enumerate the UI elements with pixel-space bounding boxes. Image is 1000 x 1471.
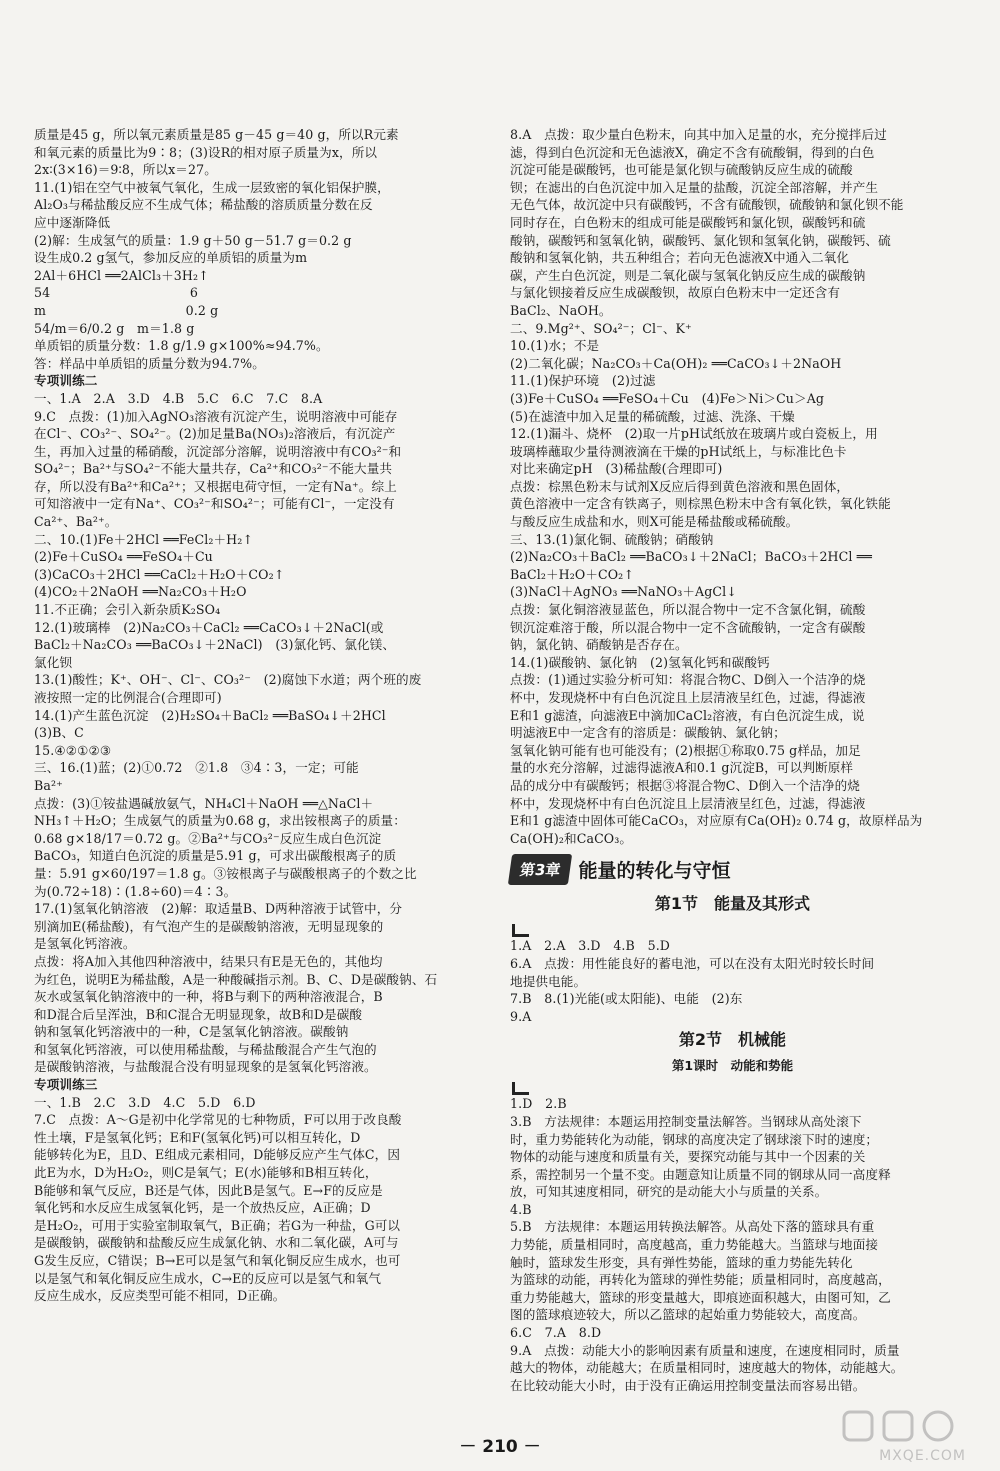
text-line: (3)B、C — [34, 725, 84, 741]
text-line: 量的水充分溶解，过滤得滤液A和0.1 g沉淀B，可以判断原样 — [510, 760, 854, 776]
text-line: 4.B — [510, 1201, 532, 1217]
text-line: 一、1.A 2.A 3.D 4.B 5.C 6.C 7.C 8.A — [34, 390, 323, 406]
text-line: 对比来确定pH (3)稀盐酸(合理即可) — [510, 461, 723, 477]
text-line: 1.D 2.B — [510, 1096, 567, 1112]
text-line: (3)NaCl＋AgNO₃ ══NaNO₃＋AgCl↓ — [510, 584, 737, 600]
exercise-marker-icon — [510, 919, 955, 937]
text-line: 钡沉淀难溶于酸，所以混合物中一定不含硫酸钠，一定含有碳酸 — [510, 619, 866, 635]
text-line: (2)Fe＋CuSO₄ ══FeSO₄＋Cu — [34, 549, 213, 565]
section-2-answers — [510, 1095, 955, 1394]
text-line: 钡；在滤出的白色沉淀中加入足量的盐酸，沉淀全部溶解，并产生 — [510, 179, 879, 195]
text-line: 钠和氢氧化钙溶液中的一种，C是氢氧化钠溶液。碳酸钠 — [34, 1024, 349, 1040]
text-line: 14.(1)产生蓝色沉淀 (2)H₂SO₄＋BaCl₂ ══BaSO₄↓＋2HCl — [34, 707, 386, 723]
text-line: 15.④②①②③ — [34, 742, 112, 758]
text-line: 与酸反应生成盐和水，则X可能是稀盐酸或稀硫酸。 — [510, 514, 799, 530]
text-line: (5)在滤渣中加入足量的稀硫酸，过滤、洗涤、干燥 — [510, 408, 795, 424]
text-line: 量：5.91 g×60/197＝1.8 g。③铵根离子与碳酸根离子的个数之比 — [34, 865, 417, 881]
text-line: 和氧元素的质量比为9∶8；(3)设R的相对原子质量为x，所以 — [34, 144, 378, 160]
text-line: 无色气体，故沉淀中只有碳酸钙，不含有硫酸钡，硫酸钠和氯化钡不能 — [510, 197, 904, 213]
watermark-text: MXQE.COM — [879, 1448, 966, 1464]
text-line: 10.(1)水；不是 — [510, 338, 600, 354]
text-line: 9.A 点拨：动能大小的影响因素有质量和速度，在速度相同时，质量 — [510, 1342, 900, 1358]
text-line: 为篮球的动能，再转化为篮球的弹性势能；质量相同时，高度越高， — [510, 1272, 891, 1288]
right-column — [510, 126, 955, 1394]
section-1-answers — [510, 937, 955, 1025]
text-line: BaCl₂＋Na₂CO₃ ══BaCO₃↓＋2NaCl) (3)氯化钙、氯化镁、 — [34, 637, 396, 653]
text-line: 力势能，质量相同时，高度越高，重力势能越大。当篮球与地面接 — [510, 1237, 879, 1253]
text-line: 碳，产生白色沉淀，则是二氧化碳与氢氧化钠反应生成的碳酸钠 — [510, 267, 866, 283]
text-line: Ca²⁺、Ba²⁺。 — [34, 514, 118, 530]
text-line: BaCO₃，知道白色沉淀的质量是5.91 g，可求出碳酸根离子的质 — [34, 848, 397, 864]
text-line: 点拨：(1)通过实验分析可知：将混合物C、D倒入一个洁净的烧 — [510, 672, 866, 688]
section-1-title: 第1节 能量及其形式 — [654, 894, 811, 914]
text-line: 是碳酸钠，碳酸钠和盐酸反应生成氯化钠、水和二氧化碳，A可与 — [34, 1235, 399, 1251]
text-line: 生，再加入过量的稀硝酸，沉淀部分溶解，说明溶液中有CO₃²⁻和 — [34, 443, 402, 459]
text-line: 重力势能越大，篮球的形变量越大，即痕迹面积越大，由图可知，乙 — [510, 1289, 891, 1305]
text-line: 14.(1)碳酸钠、氯化钠 (2)氢氧化钙和碳酸钙 — [510, 654, 770, 670]
text-line: (2)二氧化碳；Na₂CO₃＋Ca(OH)₂ ══CaCO₃↓＋2NaOH — [510, 355, 842, 371]
text-line: 杯中，发现烧杯中有白色沉淀且上层清液呈红色，过滤，得滤液 — [510, 795, 866, 811]
text-line: 是氢氧化钙溶液。 — [34, 936, 136, 952]
text-line: 酸钠，碳酸钙和氢氧化钠，碳酸钙、氯化钡和氢氧化钠，碳酸钙、硫 — [510, 232, 891, 248]
text-line: 54 6 — [34, 285, 198, 301]
text-line: 以是氢气和氧化铜反应生成水，C→E的反应可以是氢气和氧气 — [34, 1270, 382, 1286]
text-line: E和1 g滤渣中固体可能CaCO₃，对应原有Ca(OH)₂ 0.74 g，故原样品为 — [510, 813, 923, 829]
text-line: 黄色溶液中一定含有铁离子，则棕黑色粉末中含有氧化铁，氧化铁能 — [510, 496, 891, 512]
text-line: 5.B 方法规律：本题运用转换法解答。从高处下落的篮球具有重 — [510, 1219, 875, 1235]
text-line: 为红色，说明E为稀盐酸，A是一种酸碱指示剂。B、C、D是碳酸钠、石 — [34, 971, 438, 987]
exercise-marker-icon — [510, 1077, 955, 1095]
watermark-logo — [820, 1408, 970, 1466]
text-line: 17.(1)氢氧化钠溶液 (2)解：取适量B、D两种溶液于试管中，分 — [34, 901, 403, 917]
text-line: 物体的动能与速度和质量有关，要探究动能与其中一个因素的关 — [510, 1149, 866, 1165]
watermark-logo-icon — [840, 1408, 960, 1444]
text-line: E和1 g滤渣，向滤液E中滴加CaCl₂溶液，有白色沉淀生成，说 — [510, 707, 865, 723]
text-line: 地提供电能。 — [510, 973, 587, 989]
text-line: 是H₂O₂，可用于实验室制取氧气，B正确；若G为一种盐，G可以 — [34, 1217, 401, 1233]
text-line: 品的成分中有碳酸钙；根据③将混合物C、D倒入一个洁净的烧 — [510, 777, 860, 793]
text-line: 1.A 2.A 3.D 4.B 5.D — [510, 938, 670, 954]
text-line: 在Cl⁻、CO₃²⁻、SO₄²⁻。(2)加足量Ba(NO₃)₂溶液后，有沉淀产 — [34, 426, 396, 442]
text-line: 2x∶(3×16)＝9∶8，所以x＝27。 — [34, 162, 217, 178]
text-line: 9.C 点拨：(1)加入AgNO₃溶液有沉淀产生，说明溶液中可能存 — [34, 408, 398, 424]
text-line: B能够和氧气反应，B还是气体，因此B是氢气。E→F的反应是 — [34, 1182, 383, 1198]
text-line: (4)CO₂＋2NaOH ══Na₂CO₃＋H₂O — [34, 584, 247, 600]
text-line: 9.A — [510, 1008, 532, 1024]
text-line: 答：样品中单质铝的质量分数为94.7%。 — [34, 355, 265, 371]
text-line: 二、9.Mg²⁺、SO₄²⁻；Cl⁻、K⁺ — [510, 320, 692, 336]
text-line: 为(0.72÷18)∶(1.8÷60)＝4∶3。 — [34, 883, 237, 899]
text-line: G发生反应，C错误；B→E可以是氢气和氧化铜反应生成水，也可 — [34, 1253, 401, 1268]
text-line: 单质铝的质量分数：1.8 g/1.9 g×100%≈94.7%。 — [34, 338, 329, 354]
text-line: 氯化钡 — [34, 654, 73, 670]
text-line: 6.C 7.A 8.D — [510, 1325, 602, 1341]
text-line: 灰水或氢氧化钠溶液中的一种，将B与剩下的两种溶液混合，B — [34, 989, 383, 1005]
text-line: 质量是45 g，所以氧元素质量是85 g－45 g＝40 g，所以R元素 — [34, 127, 399, 142]
text-line: 越大的物体，动能越大；在质量相同时，速度越大的物体，动能越大。 — [510, 1360, 904, 1376]
text-line: 专项训练二 — [34, 373, 98, 389]
text-line: 点拨：棕黑色粉末与试剂X反应后得到黄色溶液和黑色固体， — [510, 478, 850, 494]
text-line: 和氢氧化钙溶液，可以使用稀盐酸，与稀盐酸混合产生气泡的 — [34, 1041, 377, 1057]
text-line: 6.A 点拨：用性能良好的蓄电池，可以在没有太阳光时较长时间 — [510, 955, 875, 971]
text-line: 图的篮球痕迹较大，所以乙篮球的起始重力势能较大，高度高。 — [510, 1307, 866, 1323]
text-line: 11.不正确；会引入新杂质K₂SO₄ — [34, 602, 221, 618]
text-line: 反应生成水，反应类型可能不相同，D正确。 — [34, 1288, 286, 1304]
text-line: 三、16.(1)蓝；(2)①0.72 ②1.8 ③4∶3，一定；可能 — [34, 760, 359, 776]
text-line: 8.A 点拨：取少量白色粉末，向其中加入足量的水，充分搅拌后过 — [510, 127, 887, 142]
text-line: (2)解：生成氢气的质量：1.9 g＋50 g－51.7 g＝0.2 g — [34, 232, 352, 248]
text-line: SO₄²⁻；Ba²⁺与SO₄²⁻不能大量共存，Ca²⁺和CO₃²⁻不能大量共 — [34, 461, 393, 477]
text-line: 点拨：氯化铜溶液显蓝色，所以混合物中一定不含氯化铜，硫酸 — [510, 602, 866, 618]
text-line: 点拨：将A加入其他四种溶液中，结果只有E是无色的，其他均 — [34, 953, 383, 969]
text-line: Ba²⁺ — [34, 777, 63, 793]
left-column — [34, 126, 472, 1305]
text-line: 放，可知其速度相同，研究的是动能大小与质量的关系。 — [510, 1184, 828, 1200]
text-line: 三、13.(1)氯化铜、硫酸钠；硝酸钠 — [510, 531, 714, 547]
page-number: － 210 － — [459, 1437, 541, 1457]
text-line: Ca(OH)₂和CaCO₃。 — [510, 830, 633, 846]
chapter-title: 能量的转化与守恒 — [578, 859, 731, 882]
text-line: 杯中，发现烧杯中有白色沉淀且上层清液呈红色，过滤，得滤液 — [510, 690, 866, 705]
text-line: 别滴加E(稀盐酸)，有气泡产生的是碳酸钠溶液，无明显现象的 — [34, 918, 384, 934]
text-line: 11.(1)铝在空气中被氧气氧化，生成一层致密的氧化铝保护膜， — [34, 179, 390, 195]
text-line: 氧化钙和水反应生成氢氧化钙，是一个放热反应，A正确；D — [34, 1200, 371, 1216]
text-line: (2)Na₂CO₃＋BaCl₂ ══BaCO₃↓＋2NaCl；BaCO₃＋2HCl ══ — [510, 549, 872, 565]
section-2-title: 第2节 机械能 — [678, 1030, 787, 1050]
text-line: 此E为水，D为H₂O₂，则C是氧气；E(水)能够和B相互转化， — [34, 1165, 378, 1181]
text-line: 54/m＝6/0.2 g m＝1.8 g — [34, 320, 195, 336]
text-line: 应中逐渐降低 — [34, 214, 111, 230]
text-line: 系，需控制另一个量不变。由题意知让质量不同的钢球从同一高度释 — [510, 1166, 891, 1182]
text-line: 7.B 8.(1)光能(或太阳能)、电能 (2)东 — [510, 991, 743, 1007]
text-line: 酸钠和氢氧化钠，共五种组合；若向无色滤液X中通入二氧化 — [510, 250, 850, 266]
text-line: Al₂O₃与稀盐酸反应不生成气体；稀盐酸的溶质质量分数在反 — [34, 197, 373, 213]
text-line: 12.(1)玻璃棒 (2)Na₂CO₃＋CaCl₂ ══CaCO₃↓＋2NaCl(或 — [34, 619, 384, 635]
text-line: 触时，篮球发生形变，具有弹性势能，篮球的重力势能先转化 — [510, 1254, 853, 1270]
chapter-number: 第3章 — [508, 854, 573, 885]
text-line: 7.C 点拨：A～G是初中化学常见的七种物质，F可以用于改良酸 — [34, 1112, 402, 1128]
text-line: 性土壤，F是氢氧化钙；E和F(氢氧化钙)可以相互转化，D — [34, 1129, 361, 1145]
text-line: 明滤液E中一定含有的溶质是：碳酸钠、氯化钠； — [510, 725, 786, 741]
text-line: 3.B 方法规律：本题运用控制变量法解答。当钢球从高处滚下 — [510, 1113, 862, 1129]
text-line: 可知溶液中一定有Na⁺、CO₃²⁻和SO₄²⁻；可能有Cl⁻，一定没有 — [34, 496, 395, 512]
text-line: 与氯化钡接着反应生成碳酸钡，故原白色粉末中一定还含有 — [510, 285, 841, 301]
text-line: (3)Fe＋CuSO₄ ══FeSO₄＋Cu (4)Fe＞Ni＞Cu＞Ag — [510, 390, 825, 406]
text-line: 沉淀可能是碳酸钙，也可能是氯化钡与硫酸钠反应生成的硫酸 — [510, 162, 853, 178]
text-line: 12.(1)漏斗、烧杯 (2)取一片pH试纸放在玻璃片或白瓷板上，用 — [510, 426, 878, 442]
text-line: 玻璃棒蘸取少量待测液滴在干燥的pH试纸上，与标准比色卡 — [510, 443, 847, 459]
text-line: 2Al＋6HCl ══2AlCl₃＋3H₂↑ — [34, 267, 209, 283]
text-line: 液按照一定的比例混合(合理即可) — [34, 690, 222, 705]
text-line: 点拨：(3)①铵盐遇碱放氨气，NH₄Cl＋NaOH ══△NaCl＋ — [34, 795, 374, 811]
text-line: m 0.2 g — [34, 302, 219, 318]
text-line: (3)CaCO₃＋2HCl ══CaCl₂＋H₂O＋CO₂↑ — [34, 566, 285, 582]
text-line: 滤，得到白色沉淀和无色滤液X，确定不含有硫酸铜，得到的白色 — [510, 144, 875, 160]
text-line: 在比较动能大小时，由于没有正确运用控制变量法而容易出错。 — [510, 1377, 866, 1393]
lesson-1-title: 第1课时 动能和势能 — [671, 1058, 794, 1074]
text-line: 是碳酸钠溶液，与盐酸混合没有明显现象的是氢氧化钙溶液。 — [34, 1059, 377, 1075]
text-line: 0.68 g×18/17＝0.72 g。②Ba²⁺与CO₃²⁻反应生成白色沉淀 — [34, 830, 382, 846]
text-line: 专项训练三 — [34, 1077, 98, 1093]
text-line: 设生成0.2 g氢气，参加反应的单质铝的质量为m — [34, 250, 308, 266]
text-line: 一、1.B 2.C 3.D 4.C 5.D 6.D — [34, 1094, 256, 1110]
text-line: 能够转化为E，且D、E组成元素相同，D能够反应产生气体C，因 — [34, 1147, 401, 1163]
text-line: 同时存在，白色粉末的组成可能是碳酸钙和氯化钡，碳酸钙和硫 — [510, 214, 866, 230]
text-line: 存，所以没有Ba²⁺和Ca²⁺；又根据电荷守恒，一定有Na⁺。综上 — [34, 478, 397, 494]
text-line: 二、10.(1)Fe＋2HCl ══FeCl₂＋H₂↑ — [34, 531, 254, 547]
text-line: 钠，氯化钠、硝酸钠是否存在。 — [510, 637, 688, 653]
text-line: 时，重力势能转化为动能，钢球的高度决定了钢球滚下时的速度； — [510, 1131, 879, 1147]
text-line: 11.(1)保护环境 (2)过滤 — [510, 373, 656, 389]
text-line: 氢氧化钠可能有也可能没有；(2)根据①称取0.75 g样品，加足 — [510, 742, 861, 758]
text-line: BaCl₂、NaOH。 — [510, 302, 612, 318]
text-line: BaCl₂＋H₂O＋CO₂↑ — [510, 566, 634, 582]
text-line: 和D混合后呈浑浊，B和C混合无明显现象，故B和D是碳酸 — [34, 1006, 363, 1022]
answers-continued — [510, 126, 955, 847]
chapter-heading — [510, 853, 955, 885]
text-line: NH₃↑＋H₂O；生成氨气的质量为0.68 g，求出铵根离子的质量： — [34, 813, 406, 829]
text-line: 13.(1)酸性；K⁺、OH⁻、Cl⁻、CO₃²⁻ (2)腐蚀下水道；两个班的废 — [34, 672, 422, 688]
